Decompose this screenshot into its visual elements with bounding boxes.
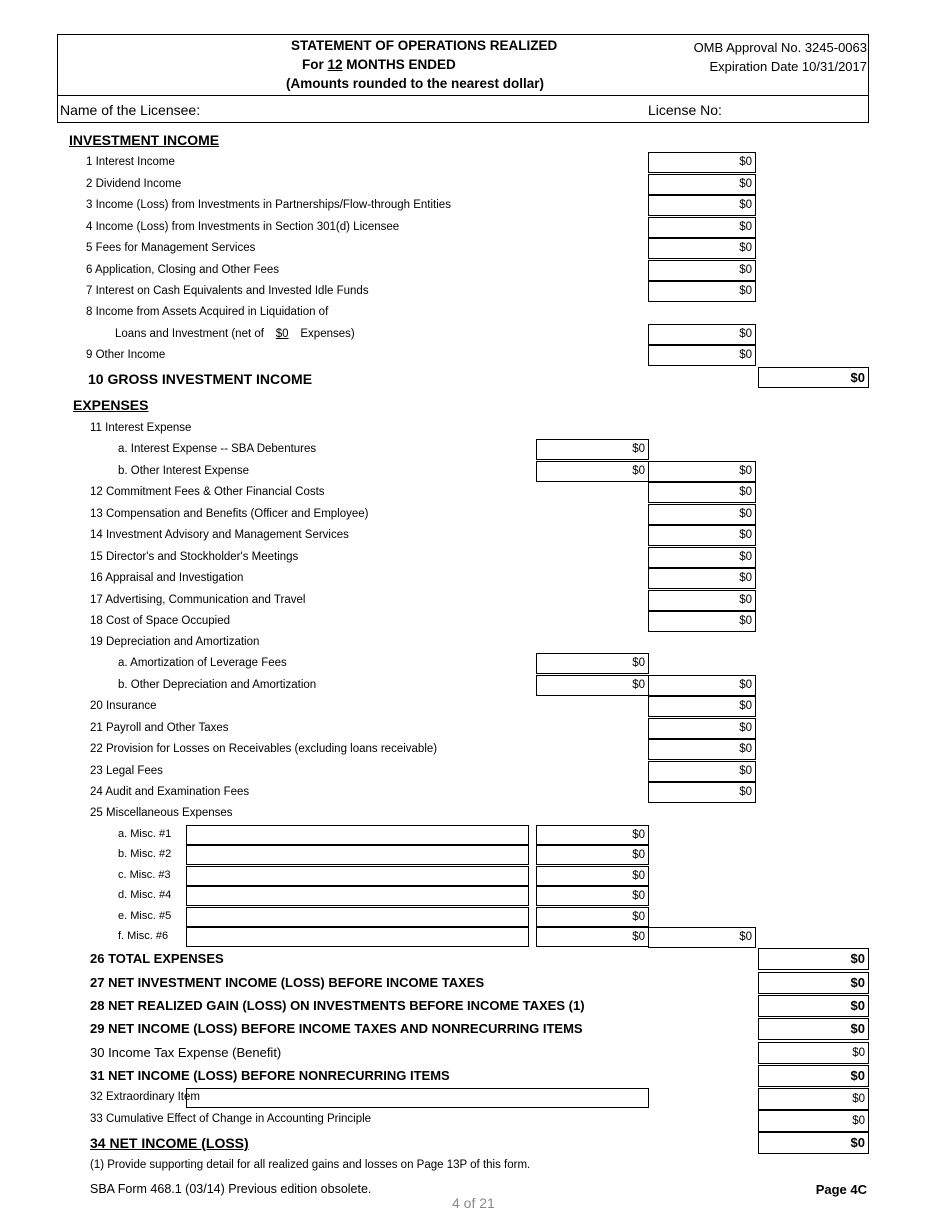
misc-item-value[interactable]: $0 [536, 866, 649, 886]
page-label: Page 4C [815, 1182, 867, 1197]
investment-income-item-label: 2 Dividend Income [86, 177, 182, 190]
expense-item-value[interactable]: $0 [648, 568, 756, 589]
expense-item-label: 20 Insurance [90, 700, 157, 712]
total-line-label: 30 Income Tax Expense (Benefit) [90, 1045, 282, 1060]
misc-item-label: d. Misc. #4 [118, 889, 172, 902]
misc-item-label: e. Misc. #5 [118, 909, 172, 922]
item-19b-value[interactable]: $0 [536, 675, 649, 696]
expense-item-label: 23 Legal Fees [90, 764, 163, 777]
misc-item-label: b. Misc. #2 [118, 848, 172, 861]
licensee-name-label: Name of the Licensee: [60, 102, 201, 118]
expenses-heading: EXPENSES [73, 397, 149, 413]
misc-total[interactable]: $0 [648, 927, 756, 948]
expense-item-value[interactable]: $0 [648, 590, 756, 611]
months-value[interactable]: 12 [327, 57, 343, 72]
investment-income-item-value[interactable]: $0 [648, 152, 756, 173]
page-counter: 4 of 21 [452, 1195, 495, 1211]
item-19b-label: b. Other Depreciation and Amortization [118, 679, 317, 691]
expense-item-label: 21 Payroll and Other Taxes [90, 721, 229, 734]
expense-item-value[interactable]: $0 [648, 482, 756, 503]
expense-item-label: 16 Appraisal and Investigation [90, 572, 244, 584]
rounding-note: (Amounts rounded to the nearest dollar) [286, 76, 545, 91]
item-8-sublabel: Loans and Investment (net of $0 Expenses) [115, 328, 355, 340]
misc-item-description[interactable] [186, 866, 529, 886]
investment-income-item-label: 1 Interest Income [86, 156, 175, 168]
misc-item-description[interactable] [186, 825, 529, 845]
item-19-label: 19 Depreciation and Amortization [90, 636, 260, 648]
form-number: SBA Form 468.1 (03/14) Previous edition obsolete. [90, 1182, 372, 1196]
omb-number: OMB Approval No. 3245-0063 [693, 40, 867, 55]
expense-item-value[interactable]: $0 [648, 611, 756, 632]
expense-item-value[interactable]: $0 [648, 739, 756, 760]
misc-item-value[interactable]: $0 [536, 825, 649, 845]
total-line-value[interactable]: $0 [758, 1110, 869, 1132]
total-line-label: 33 Cumulative Effect of Change in Accounting Principle [90, 1113, 372, 1125]
misc-item-label: a. Misc. #1 [118, 828, 172, 840]
period-line: For 12 MONTHS ENDED [302, 57, 456, 72]
net-income-label: 34 NET INCOME (LOSS) [90, 1135, 249, 1151]
total-line-label: 32 Extraordinary Item [90, 1091, 200, 1103]
item-9-label: 9 Other Income [86, 349, 166, 361]
item-11b-label: b. Other Interest Expense [118, 465, 250, 477]
item-19a-label: a. Amortization of Leverage Fees [118, 657, 287, 669]
misc-item-value[interactable]: $0 [536, 886, 649, 906]
investment-income-item-value[interactable]: $0 [648, 217, 756, 238]
investment-income-item-label: 5 Fees for Management Services [86, 242, 256, 254]
investment-income-item-value[interactable]: $0 [648, 195, 756, 216]
item-11-label: 11 Interest Expense [90, 422, 192, 434]
item-9-value[interactable]: $0 [648, 345, 756, 366]
misc-item-description[interactable] [186, 927, 529, 947]
expense-item-value[interactable]: $0 [648, 718, 756, 739]
misc-item-value[interactable]: $0 [536, 845, 649, 865]
misc-item-value[interactable]: $0 [536, 927, 649, 947]
expense-item-label: 15 Director's and Stockholder's Meetings [90, 550, 299, 563]
misc-item-value[interactable]: $0 [536, 907, 649, 927]
total-line-label: 29 NET INCOME (LOSS) BEFORE INCOME TAXES AND NONRECURRING ITEMS [90, 1021, 583, 1036]
item-11a-value[interactable]: $0 [536, 439, 649, 460]
total-line-label: 28 NET REALIZED GAIN (LOSS) ON INVESTMENTS BEFORE INCOME TAXES (1) [90, 998, 585, 1013]
total-line-value[interactable]: $0 [758, 1088, 869, 1110]
license-number-label: License No: [648, 102, 722, 118]
investment-income-item-label: 4 Income (Loss) from Investments in Section 301(d) Licensee [86, 220, 400, 233]
investment-income-item-label: 7 Interest on Cash Equivalents and Invested Idle Funds [86, 285, 369, 297]
expense-item-value[interactable]: $0 [648, 547, 756, 568]
footnote: (1) Provide supporting detail for all realized gains and losses on Page 13P of this form. [90, 1159, 531, 1171]
total-line-label: 27 NET INVESTMENT INCOME (LOSS) BEFORE INCOME TAXES [90, 975, 485, 990]
investment-income-item-value[interactable]: $0 [648, 281, 756, 302]
misc-item-description[interactable] [186, 907, 529, 927]
misc-item-description[interactable] [186, 845, 529, 865]
header-divider [57, 95, 869, 96]
item-19-total[interactable]: $0 [648, 675, 756, 696]
expense-item-value[interactable]: $0 [648, 696, 756, 717]
expense-item-label: 18 Cost of Space Occupied [90, 615, 230, 627]
extraordinary-item-description[interactable] [186, 1088, 649, 1108]
item-11a-label: a. Interest Expense -- SBA Debentures [118, 443, 317, 455]
expense-item-label: 12 Commitment Fees & Other Financial Costs [90, 486, 325, 498]
misc-item-label: f. Misc. #6 [118, 930, 169, 942]
item-8-value[interactable]: $0 [648, 324, 756, 345]
total-line-value[interactable]: $0 [758, 948, 869, 970]
misc-item-description[interactable] [186, 886, 529, 906]
investment-income-item-label: 3 Income (Loss) from Investments in Partnerships/Flow-through Entities [86, 199, 451, 211]
investment-income-heading: INVESTMENT INCOME [69, 132, 220, 148]
item-25-label: 25 Miscellaneous Expenses [90, 807, 233, 819]
total-line-label: 31 NET INCOME (LOSS) BEFORE NONRECURRING ITEMS [90, 1068, 450, 1083]
expense-item-value[interactable]: $0 [648, 782, 756, 803]
form-title: STATEMENT OF OPERATIONS REALIZED [291, 38, 558, 53]
total-line-value[interactable]: $0 [758, 995, 869, 1017]
total-line-label: 26 TOTAL EXPENSES [90, 951, 224, 966]
expense-item-value[interactable]: $0 [648, 525, 756, 546]
expense-item-value[interactable]: $0 [648, 504, 756, 525]
misc-item-label: c. Misc. #3 [118, 868, 171, 881]
total-line-value[interactable]: $0 [758, 1018, 869, 1040]
item-11-total[interactable]: $0 [648, 461, 756, 482]
expense-item-label: 24 Audit and Examination Fees [90, 786, 250, 798]
expense-item-label: 17 Advertising, Communication and Travel [90, 593, 306, 606]
expense-item-label: 13 Compensation and Benefits (Officer and Employee) [90, 507, 369, 520]
gross-investment-income-label: 10 GROSS INVESTMENT INCOME [88, 371, 313, 387]
gross-investment-income-value[interactable]: $0 [758, 367, 869, 388]
total-line-value[interactable]: $0 [758, 1065, 869, 1087]
expiration-date: Expiration Date 10/31/2017 [709, 59, 867, 74]
investment-income-item-value[interactable]: $0 [648, 174, 756, 195]
net-income-value[interactable]: $0 [758, 1132, 869, 1154]
item-19a-value[interactable]: $0 [536, 653, 649, 674]
total-line-value[interactable]: $0 [758, 972, 869, 994]
investment-income-item-label: 6 Application, Closing and Other Fees [86, 263, 280, 276]
item-8-expenses-amount[interactable]: $0 [275, 328, 289, 340]
expense-item-value[interactable]: $0 [648, 761, 756, 782]
total-line-value[interactable]: $0 [758, 1042, 869, 1064]
investment-income-item-value[interactable]: $0 [648, 260, 756, 281]
expense-item-label: 14 Investment Advisory and Management Services [90, 529, 349, 541]
investment-income-item-value[interactable]: $0 [648, 238, 756, 259]
item-8-label: 8 Income from Assets Acquired in Liquidation of [86, 306, 329, 318]
expense-item-label: 22 Provision for Losses on Receivables (excluding loans receivable) [90, 743, 438, 755]
item-11b-value[interactable]: $0 [536, 461, 649, 482]
